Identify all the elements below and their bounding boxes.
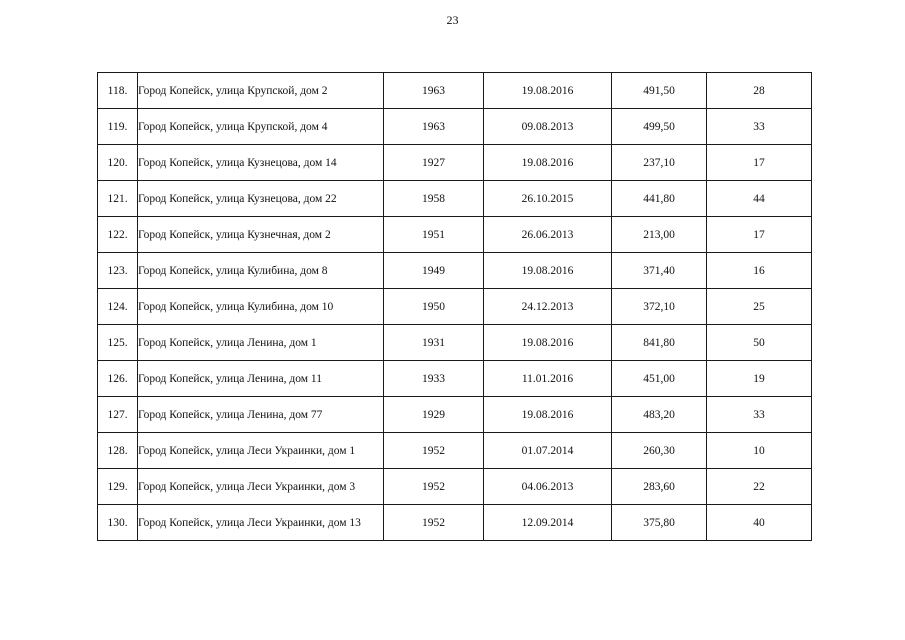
row-number-cell: 128. bbox=[98, 433, 138, 469]
area-cell: 283,60 bbox=[612, 469, 707, 505]
row-number-cell: 124. bbox=[98, 289, 138, 325]
table-row bbox=[98, 109, 812, 145]
address-cell: Город Копейск, улица Леси Украинки, дом 1 bbox=[138, 433, 384, 469]
year-cell: 1931 bbox=[384, 325, 484, 361]
address-cell: Город Копейск, улица Кулибина, дом 10 bbox=[138, 289, 384, 325]
count-cell: 17 bbox=[707, 217, 812, 253]
date-cell: 04.06.2013 bbox=[484, 469, 612, 505]
year-cell: 1933 bbox=[384, 361, 484, 397]
area-cell: 841,80 bbox=[612, 325, 707, 361]
date-cell: 09.08.2013 bbox=[484, 109, 612, 145]
date-cell: 26.06.2013 bbox=[484, 217, 612, 253]
area-cell: 375,80 bbox=[612, 505, 707, 541]
year-cell: 1929 bbox=[384, 397, 484, 433]
table-row bbox=[98, 289, 812, 325]
row-number-cell: 130. bbox=[98, 505, 138, 541]
count-cell: 17 bbox=[707, 145, 812, 181]
count-cell: 50 bbox=[707, 325, 812, 361]
date-cell: 19.08.2016 bbox=[484, 253, 612, 289]
table-row bbox=[98, 253, 812, 289]
count-cell: 16 bbox=[707, 253, 812, 289]
date-cell: 19.08.2016 bbox=[484, 325, 612, 361]
year-cell: 1951 bbox=[384, 217, 484, 253]
table-row bbox=[98, 469, 812, 505]
date-cell: 11.01.2016 bbox=[484, 361, 612, 397]
table-row bbox=[98, 73, 812, 109]
year-cell: 1963 bbox=[384, 73, 484, 109]
year-cell: 1949 bbox=[384, 253, 484, 289]
area-cell: 451,00 bbox=[612, 361, 707, 397]
address-cell: Город Копейск, улица Крупской, дом 2 bbox=[138, 73, 384, 109]
row-number-cell: 121. bbox=[98, 181, 138, 217]
row-number-cell: 123. bbox=[98, 253, 138, 289]
table-row bbox=[98, 325, 812, 361]
area-cell: 371,40 bbox=[612, 253, 707, 289]
year-cell: 1927 bbox=[384, 145, 484, 181]
table-row bbox=[98, 217, 812, 253]
address-cell: Город Копейск, улица Ленина, дом 11 bbox=[138, 361, 384, 397]
page-number: 23 bbox=[446, 13, 459, 27]
year-cell: 1952 bbox=[384, 505, 484, 541]
row-number-cell: 120. bbox=[98, 145, 138, 181]
area-cell: 491,50 bbox=[612, 73, 707, 109]
table-row bbox=[98, 361, 812, 397]
date-cell: 19.08.2016 bbox=[484, 145, 612, 181]
address-cell: Город Копейск, улица Кулибина, дом 8 bbox=[138, 253, 384, 289]
count-cell: 28 bbox=[707, 73, 812, 109]
row-number-cell: 126. bbox=[98, 361, 138, 397]
row-number-cell: 129. bbox=[98, 469, 138, 505]
row-number-cell: 125. bbox=[98, 325, 138, 361]
housing-registry-table bbox=[97, 72, 812, 541]
area-cell: 260,30 bbox=[612, 433, 707, 469]
count-cell: 10 bbox=[707, 433, 812, 469]
year-cell: 1963 bbox=[384, 109, 484, 145]
count-cell: 22 bbox=[707, 469, 812, 505]
table-row bbox=[98, 433, 812, 469]
table-row bbox=[98, 181, 812, 217]
date-cell: 26.10.2015 bbox=[484, 181, 612, 217]
date-cell: 12.09.2014 bbox=[484, 505, 612, 541]
row-number-cell: 127. bbox=[98, 397, 138, 433]
address-cell: Город Копейск, улица Кузнечная, дом 2 bbox=[138, 217, 384, 253]
date-cell: 19.08.2016 bbox=[484, 73, 612, 109]
table-row bbox=[98, 397, 812, 433]
date-cell: 01.07.2014 bbox=[484, 433, 612, 469]
year-cell: 1958 bbox=[384, 181, 484, 217]
year-cell: 1950 bbox=[384, 289, 484, 325]
area-cell: 213,00 bbox=[612, 217, 707, 253]
area-cell: 237,10 bbox=[612, 145, 707, 181]
year-cell: 1952 bbox=[384, 433, 484, 469]
table-row bbox=[98, 505, 812, 541]
address-cell: Город Копейск, улица Кузнецова, дом 14 bbox=[138, 145, 384, 181]
address-cell: Город Копейск, улица Крупской, дом 4 bbox=[138, 109, 384, 145]
count-cell: 40 bbox=[707, 505, 812, 541]
count-cell: 25 bbox=[707, 289, 812, 325]
address-cell: Город Копейск, улица Кузнецова, дом 22 bbox=[138, 181, 384, 217]
area-cell: 372,10 bbox=[612, 289, 707, 325]
row-number-cell: 122. bbox=[98, 217, 138, 253]
address-cell: Город Копейск, улица Ленина, дом 77 bbox=[138, 397, 384, 433]
count-cell: 33 bbox=[707, 109, 812, 145]
address-cell: Город Копейск, улица Леси Украинки, дом 13 bbox=[138, 505, 384, 541]
table-body bbox=[98, 73, 812, 541]
address-cell: Город Копейск, улица Леси Украинки, дом 3 bbox=[138, 469, 384, 505]
address-cell: Город Копейск, улица Ленина, дом 1 bbox=[138, 325, 384, 361]
count-cell: 19 bbox=[707, 361, 812, 397]
area-cell: 499,50 bbox=[612, 109, 707, 145]
year-cell: 1952 bbox=[384, 469, 484, 505]
area-cell: 483,20 bbox=[612, 397, 707, 433]
date-cell: 24.12.2013 bbox=[484, 289, 612, 325]
row-number-cell: 118. bbox=[98, 73, 138, 109]
area-cell: 441,80 bbox=[612, 181, 707, 217]
count-cell: 44 bbox=[707, 181, 812, 217]
table-row bbox=[98, 145, 812, 181]
row-number-cell: 119. bbox=[98, 109, 138, 145]
count-cell: 33 bbox=[707, 397, 812, 433]
date-cell: 19.08.2016 bbox=[484, 397, 612, 433]
